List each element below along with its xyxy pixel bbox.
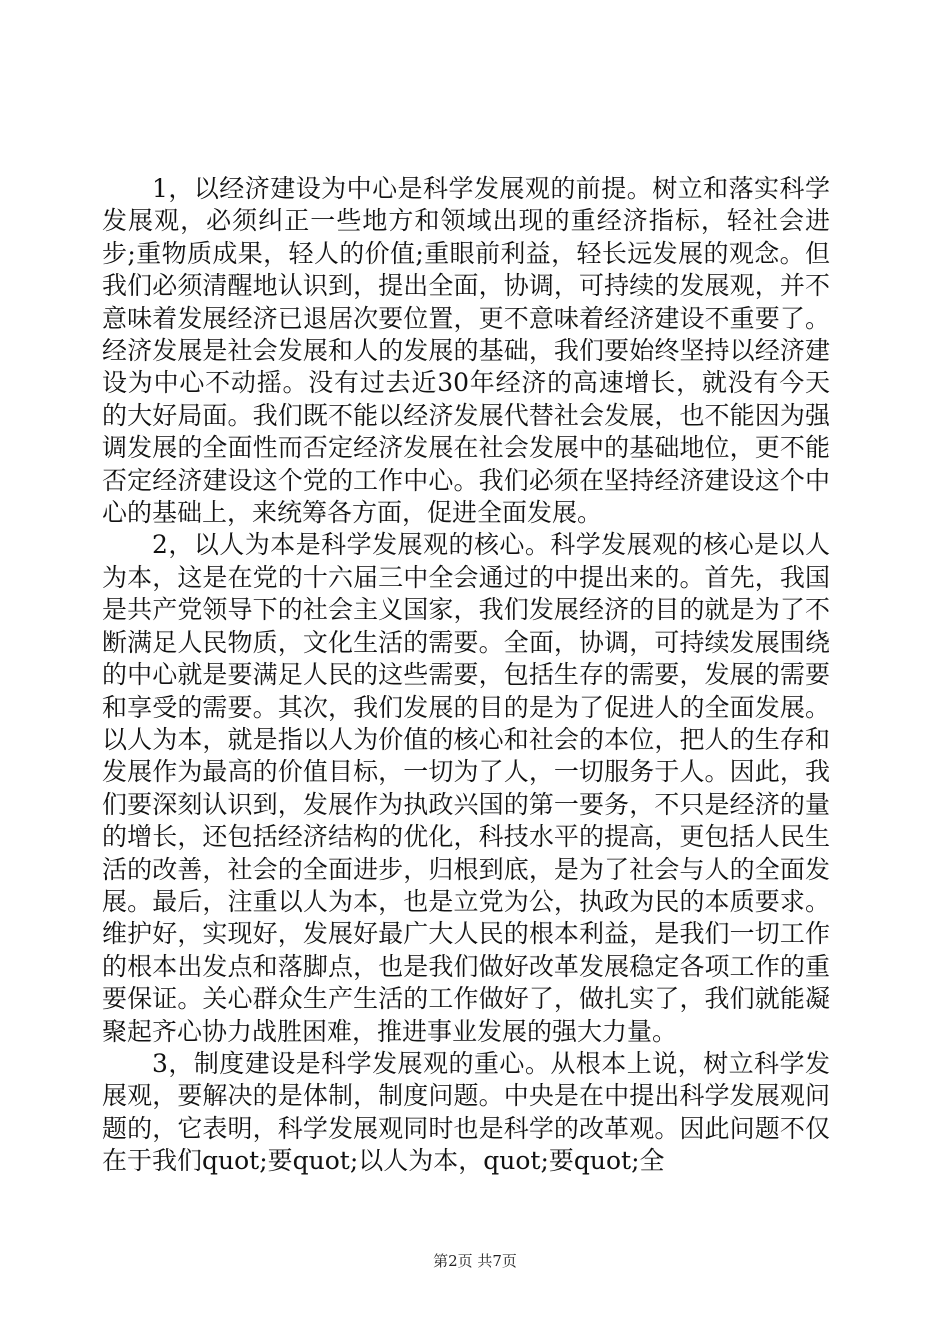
paragraph-1: 1，以经济建设为中心是科学发展观的前提。树立和落实科学发展观，必须纠正一些地方和领域出现的重经济指标，轻社会进步;重物质成果，轻人的价值;重眼前利益，轻长远发展的观念。但我们必须清醒地认识到，提出全面，协调，可持续的发展观，并不意味着发展经济已退居次要位置，更不意味着经济建设不重要了。经济发展是社会发展和人的发展的基础，我们要始终坚持以经济建设为中心不动摇。没有过去近30年经济的高速增长，就没有今天的大好局面。我们既不能以经济发展代替社会发展，也不能因为强调发展的全面性而否定经济发展在社会发展中的基础地位，更不能否定经济建设这个党的工作中心。我们必须在坚持经济建设这个中心的基础上，来统筹各方面，促进全面发展。: [102, 174, 830, 528]
paragraph-2: 2，以人为本是科学发展观的核心。科学发展观的核心是以人为本，这是在党的十六届三中全会通过的中提出来的。首先，我国是共产党领导下的社会主义国家，我们发展经济的目的就是为了不断满足人民物质，文化生活的需要。全面，协调，可持续发展围绕的中心就是要满足人民的这些需要，包括生存的需要，发展的需要和享受的需要。其次，我们发展的目的是为了促进人的全面发展。以人为本，就是指以人为价值的核心和社会的本位，把人的生存和发展作为最高的价值目标，一切为了人，一切服务于人。因此，我们要深刻认识到，发展作为执政兴国的第一要务，不只是经济的量的增长，还包括经济结构的优化，科技水平的提高，更包括人民生活的改善，社会的全面进步，归根到底，是为了社会与人的全面发展。最后，注重以人为本，也是立党为公，执政为民的本质要求。维护好，实现好，发展好最广大人民的根本利益，是我们一切工作的根本出发点和落脚点，也是我们做好改革发展稳定各项工作的重要保证。关心群众生产生活的工作做好了，做扎实了，我们就能凝聚起齐心协力战胜困难，推进事业发展的强大力量。: [102, 530, 830, 1046]
page-number-footer: 第2页 共7页: [433, 1252, 517, 1270]
paragraph-3: 3，制度建设是科学发展观的重心。从根本上说，树立科学发展观，要解决的是体制，制度问题。中央是在中提出科学发展观问题的，它表明，科学发展观同时也是科学的改革观。因此问题不仅在于我们quot;要quot;以人为本，quot;要quot;全: [102, 1048, 830, 1176]
document-body: [102, 173, 830, 1178]
